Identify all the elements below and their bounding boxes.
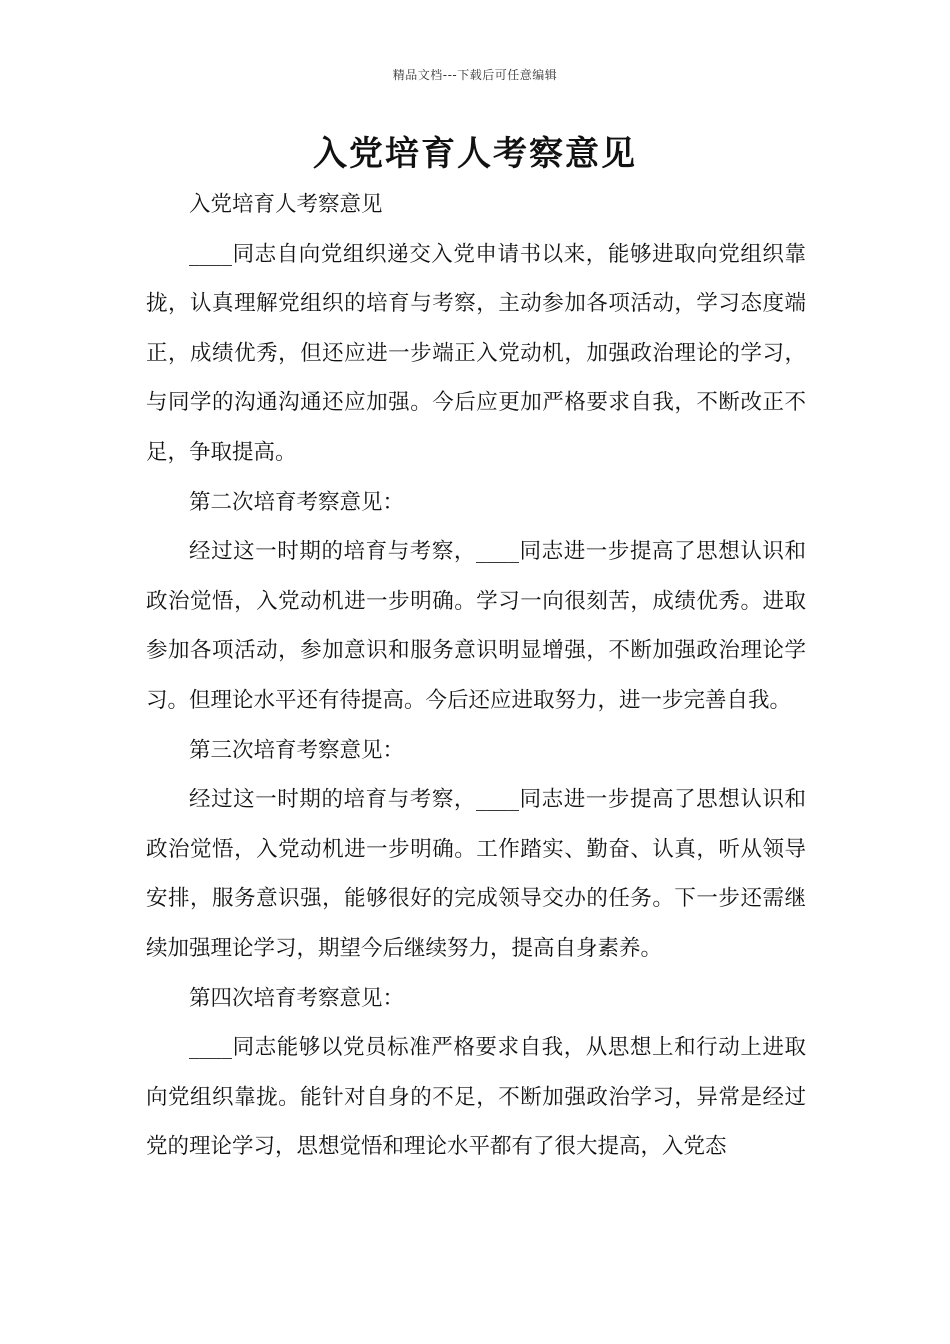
second-assessment-heading: 第二次培育考察意见： — [189, 489, 405, 515]
subtitle-paragraph: 入党培育人考察意见 — [189, 192, 383, 217]
page-header: 精品文档---下载后可任意编辑 — [392, 68, 558, 82]
fourth-assessment-heading: 第四次培育考察意见： — [189, 985, 405, 1011]
third-assessment-paragraph: 经过这一时期的培育与考察，____同志进一步提高了思想认识和政治觉悟，入党动机进一步明确。工作踏实、勤奋、认真，听从领导安排，服务意识强，能够很好的完成领导交办的任务。下一步还需继续加强理论学习，期望今后继续努力，提高自身素养。 — [146, 787, 806, 961]
third-assessment-heading: 第三次培育考察意见： — [189, 737, 405, 763]
document-body — [146, 180, 806, 1172]
fourth-assessment-paragraph: ____同志能够以党员标准严格要求自我，从思想上和行动上进取向党组织靠拢。能针对自身的不足，不断加强政治学习，异常是经过党的理论学习，思想觉悟和理论水平都有了很大提高，入党态 — [146, 1035, 806, 1160]
second-assessment-paragraph: 经过这一时期的培育与考察，____同志进一步提高了思想认识和政治觉悟，入党动机进一步明确。学习一向很刻苦，成绩优秀。进取参加各项活动，参加意识和服务意识明显增强，不断加强政治理论学习。但理论水平还有待提高。今后还应进取努力，进一步完善自我。 — [146, 539, 806, 713]
document-title: 入党培育人考察意见 — [313, 134, 637, 174]
first-assessment-paragraph: ____同志自向党组织递交入党申请书以来，能够进取向党组织靠拢，认真理解党组织的培育与考察，主动参加各项活动，学习态度端正，成绩优秀，但还应进一步端正入党动机，加强政治理论的学习，与同学的沟通沟通还应加强。今后应更加严格要求自我，不断改正不足，争取提高。 — [146, 241, 806, 465]
